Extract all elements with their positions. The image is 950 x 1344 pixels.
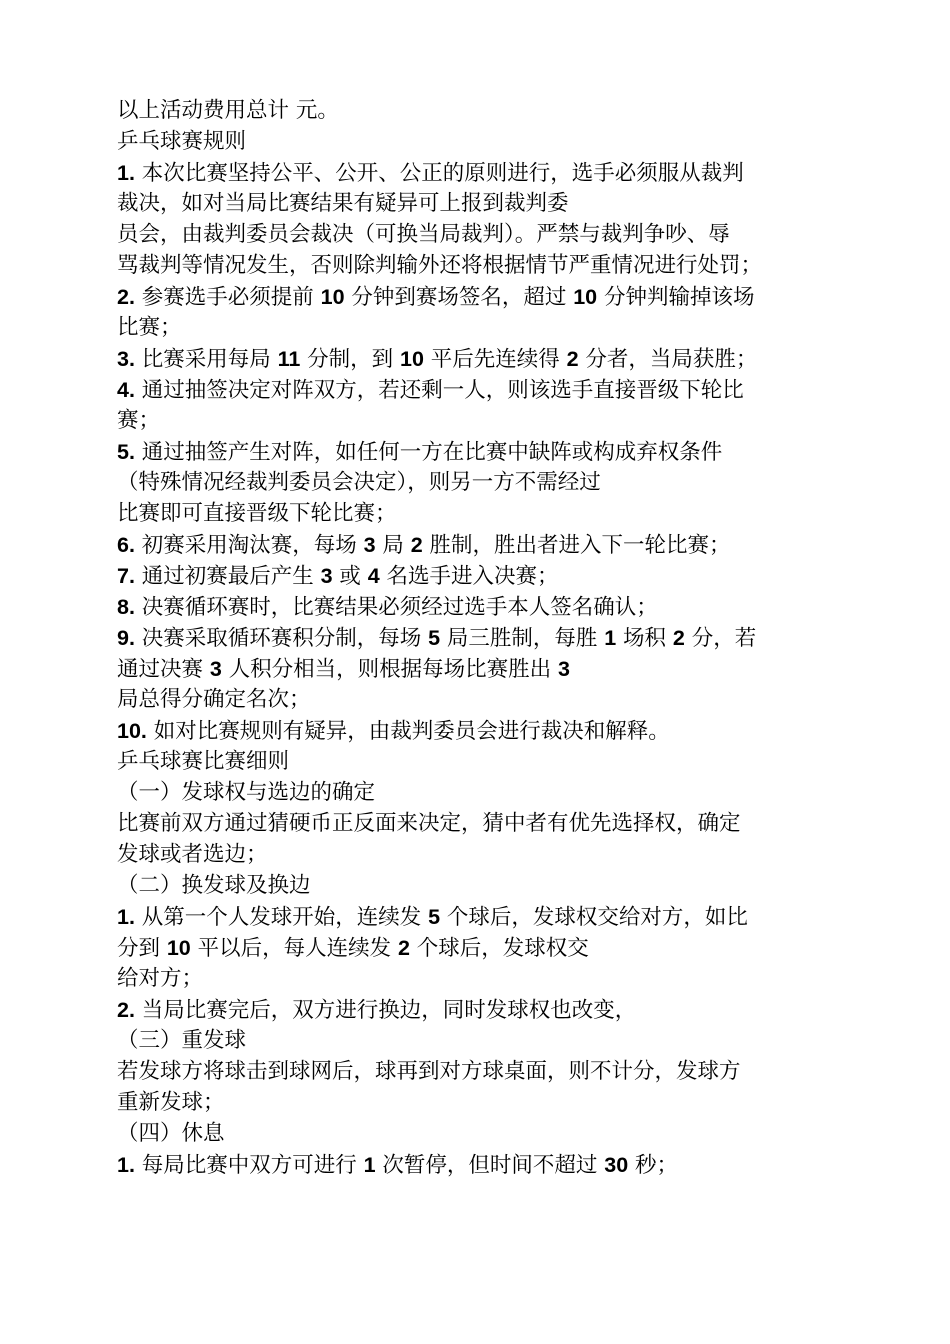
text-line: 裁决，如对当局比赛结果有疑异可上报到裁判委: [117, 191, 569, 216]
text-line: 员会，由裁判委员会裁决（可换当局裁判）。严禁与裁判争吵、辱: [117, 222, 730, 247]
text-line: 1. 本次比赛坚持公平、公开、公正的原则进行，选手必须服从裁判: [117, 161, 744, 186]
text-line: 5. 通过抽签产生对阵，如任何一方在比赛中缺阵或构成弃权条件: [117, 440, 723, 465]
text-line: 比赛；: [117, 315, 182, 340]
text-line: 以上活动费用总计 元。: [117, 98, 339, 123]
text-line: 3. 比赛采用每局 11 分制，到 10 平后先连续得 2 分者，当局获胜；: [117, 347, 758, 372]
text-line: 10. 如对比赛规则有疑异，由裁判委员会进行裁决和解释。: [117, 719, 670, 744]
text-line: 赛；: [117, 408, 161, 433]
text-line: 给对方；: [117, 966, 204, 991]
subsection-title: （一）发球权与选边的确定: [117, 780, 376, 805]
subsection-title: （二）换发球及换边: [117, 873, 311, 898]
text-line: 4. 通过抽签决定对阵双方，若还剩一人，则该选手直接晋级下轮比: [117, 378, 744, 403]
text-line: 通过决赛 3 人积分相当，则根据每场比赛胜出 3: [117, 657, 570, 682]
text-line: 若发球方将球击到球网后，球再到对方球桌面，则不计分，发球方: [117, 1059, 741, 1084]
text-line: 8. 决赛循环赛时，比赛结果必须经过选手本人签名确认；: [117, 595, 658, 620]
text-line: 比赛即可直接晋级下轮比赛；: [117, 501, 397, 526]
text-line: 发球或者选边；: [117, 842, 268, 867]
text-line: 2. 参赛选手必须提前 10 分钟到赛场签名，超过 10 分钟判输掉该场: [117, 285, 755, 310]
text-line: 1. 每局比赛中双方可进行 1 次暂停，但时间不超过 30 秒；: [117, 1153, 679, 1178]
text-line: 9. 决赛采取循环赛积分制，每场 5 局三胜制，每胜 1 场积 2 分，若: [117, 626, 757, 651]
subsection-title: （三）重发球: [117, 1028, 247, 1053]
text-line: 6. 初赛采用淘汰赛，每场 3 局 2 胜制，胜出者进入下一轮比赛；: [117, 533, 731, 558]
text-line: 7. 通过初赛最后产生 3 或 4 名选手进入决赛；: [117, 564, 559, 589]
section-title: 乒乓球赛比赛细则: [117, 749, 290, 774]
subsection-title: （四）休息: [117, 1121, 225, 1146]
section-title: 乒乓球赛规则: [117, 129, 247, 154]
text-line: 比赛前双方通过猜硬币正反面来决定，猜中者有优先选择权，确定: [117, 811, 741, 836]
text-line: （特殊情况经裁判委员会决定），则另一方不需经过: [117, 470, 601, 495]
text-line: 重新发球；: [117, 1090, 225, 1115]
text-line: 分到 10 平以后，每人连续发 2 个球后，发球权交: [117, 936, 589, 961]
text-line: 1. 从第一个人发球开始，连续发 5 个球后，发球权交给对方，如比: [117, 905, 748, 930]
text-line: 局总得分确定名次；: [117, 687, 311, 712]
text-line: 2. 当局比赛完后，双方进行换边，同时发球权也改变，: [117, 998, 637, 1023]
text-line: 骂裁判等情况发生，否则除判输外还将根据情节严重情况进行处罚；: [117, 253, 763, 278]
